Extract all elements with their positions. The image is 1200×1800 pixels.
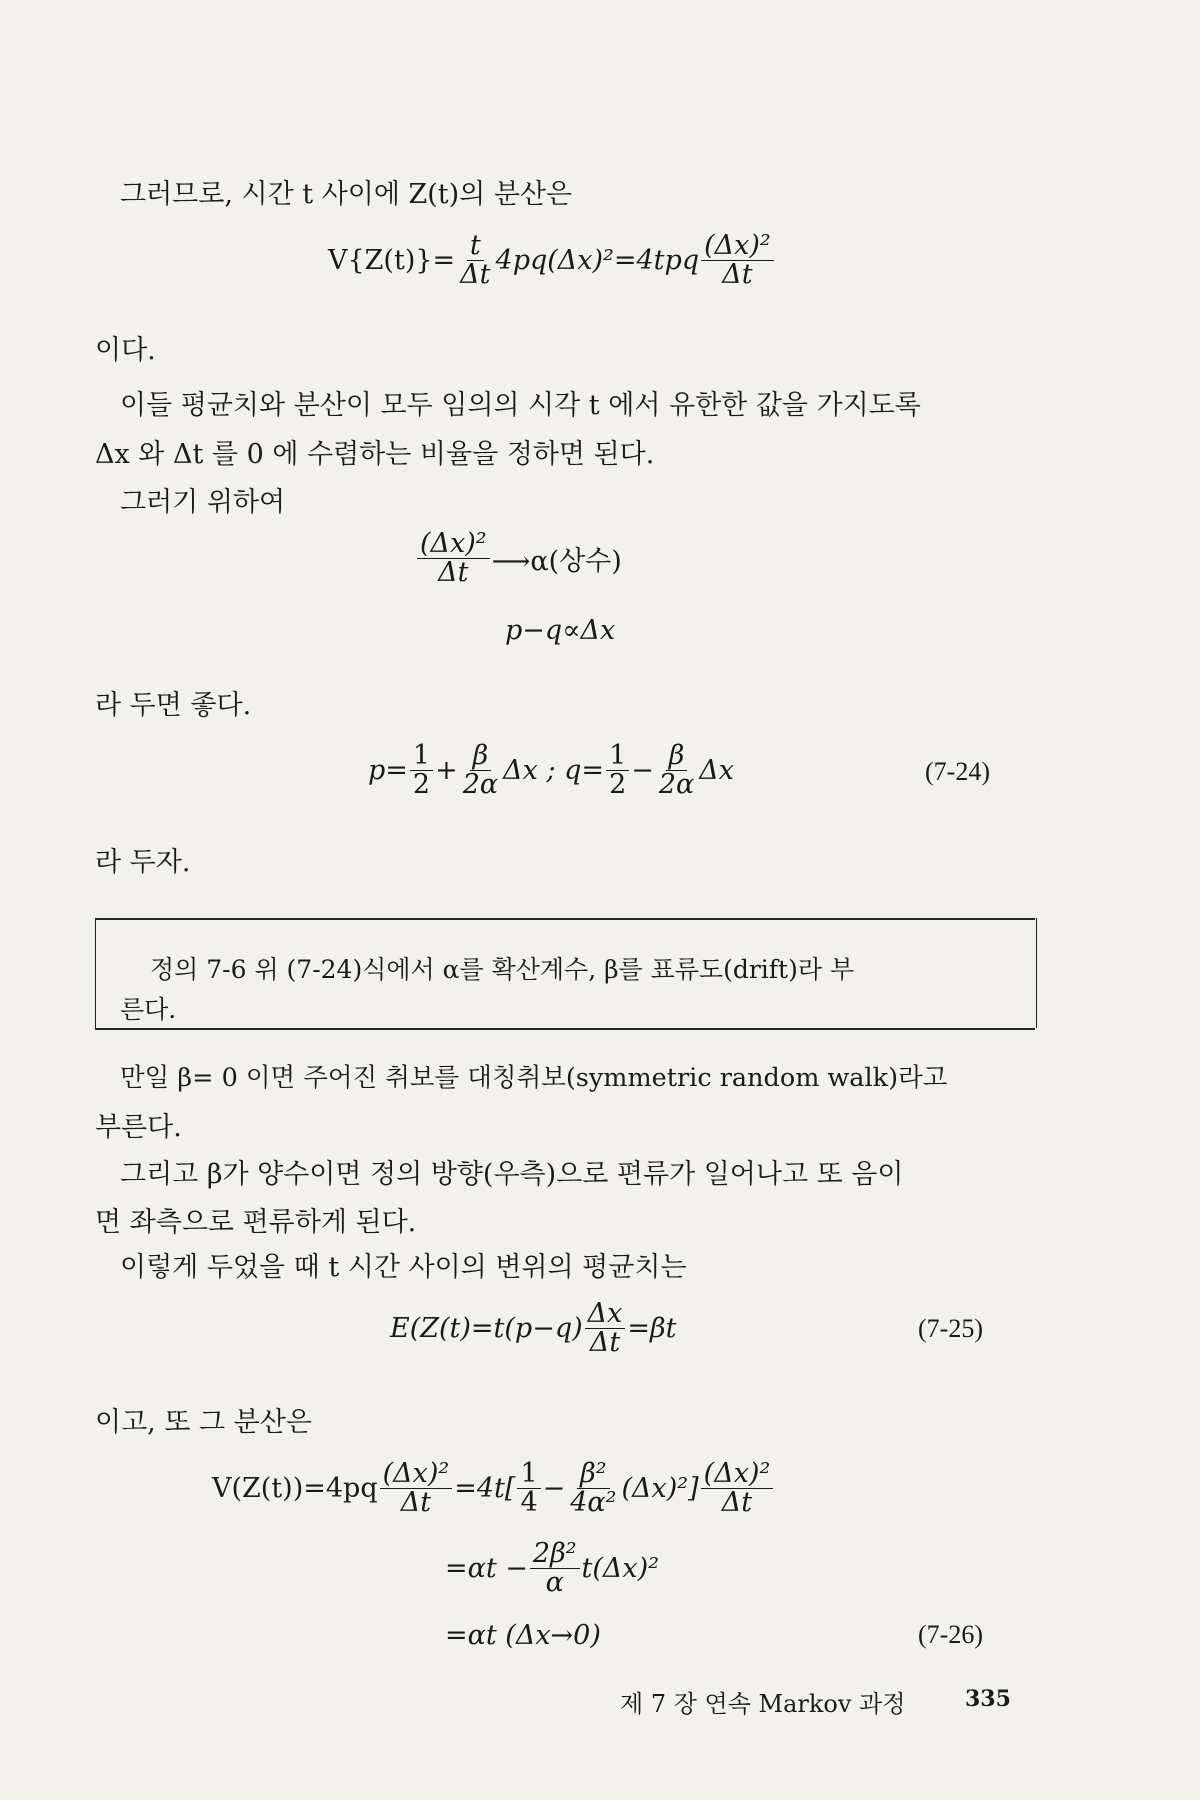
denominator: Δt: [722, 259, 753, 291]
footer-chapter: 제 7 장 연속 Markov 과정: [620, 1690, 906, 1718]
eq-part: 4pq(Δx)²=4tpq: [495, 245, 700, 277]
definition-line: 정의 7-6 위 (7-24)식에서 α를 확산계수, β를 표류도(drift)라 부: [150, 955, 855, 984]
numerator: (Δx)²: [701, 232, 774, 261]
equation-7-26-line2: [445, 1540, 659, 1598]
text-line: 이고, 또 그 분산은: [95, 1407, 312, 1438]
eq-part: Δx ; q=: [503, 755, 605, 787]
fraction: [410, 742, 433, 800]
text-line: 면 좌측으로 편류하게 된다.: [95, 1207, 417, 1238]
numerator: 1: [410, 742, 433, 771]
fraction: [457, 232, 493, 290]
fraction: [517, 1460, 540, 1518]
equation-7-25: [390, 1300, 676, 1358]
eq-part: (Δx)²]: [621, 1473, 699, 1505]
denominator: 2α: [658, 769, 695, 801]
fraction: [567, 1460, 619, 1518]
equation-proportion: p−q∝Δx: [505, 615, 616, 646]
text-line: 이다.: [95, 335, 156, 366]
denominator: 4: [520, 1487, 538, 1519]
equation-7-26-line3: =αt (Δx→0): [445, 1620, 601, 1651]
fraction: [606, 742, 629, 800]
equation-number: (7-24): [925, 757, 990, 786]
text-line: 이렇게 두었을 때 t 시간 사이의 변위의 평균치는: [120, 1252, 687, 1283]
fraction: [701, 1460, 774, 1518]
numerator: (Δx)²: [701, 1460, 774, 1489]
equation-7-26: [212, 1460, 775, 1518]
eq-part: V(Z(t))=4pq: [212, 1473, 378, 1505]
numerator: 1: [606, 742, 629, 771]
eq-part: =4t[: [454, 1473, 516, 1505]
fraction: [585, 1300, 626, 1358]
eq-part: E(Z(t)=t(p−q): [390, 1313, 583, 1345]
equation-limit: [415, 530, 622, 588]
eq-part: =βt: [627, 1313, 677, 1345]
text-line: 라 두자.: [95, 847, 191, 878]
text-line: Δx 와 Δt 를 0 에 수렴하는 비율을 정하면 된다.: [95, 439, 655, 470]
denominator: 2: [412, 769, 431, 801]
eq-part: +: [435, 755, 458, 787]
fraction: [417, 530, 490, 588]
numerator: β: [470, 742, 492, 771]
denominator: 2α: [462, 769, 499, 801]
denominator: 2: [609, 769, 627, 801]
text-line: 그리고 β가 양수이면 정의 방향(우측)으로 편류가 일어나고 또 음이: [120, 1159, 904, 1190]
page-number: 335: [965, 1686, 1011, 1712]
eq-part: V{Z(t)}=: [328, 245, 456, 277]
numerator: (Δx)²: [417, 530, 490, 559]
equation-variance: [328, 232, 776, 290]
text-line: 부른다.: [95, 1112, 182, 1143]
numerator: 1: [517, 1460, 540, 1489]
numerator: t: [467, 232, 484, 261]
eq-part: Δx: [699, 755, 735, 787]
denominator: Δt: [438, 557, 469, 589]
equation-number: (7-26): [918, 1620, 983, 1649]
denominator: Δt: [460, 259, 491, 291]
eq-part: −: [542, 1473, 566, 1505]
text-line: 만일 β= 0 이면 주어진 취보를 대칭취보(symmetric random walk)라고: [120, 1063, 948, 1093]
numerator: β: [666, 742, 688, 771]
definition-line: 른다.: [120, 995, 177, 1024]
eq-part: =αt −: [445, 1553, 528, 1585]
numerator: 2β²: [530, 1540, 580, 1569]
eq-part: p=: [368, 755, 408, 787]
numerator: Δx: [585, 1300, 626, 1329]
eq-part: t(Δx)²: [581, 1553, 660, 1585]
box-bottom-rule: [95, 1028, 1035, 1030]
equation-7-24: [368, 742, 734, 800]
text-line: 이들 평균치와 분산이 모두 임의의 시각 t 에서 유한한 값을 가지도록: [120, 390, 921, 421]
numerator: (Δx)²: [380, 1460, 453, 1489]
denominator: Δt: [589, 1327, 621, 1359]
eq-part: −: [631, 755, 654, 787]
text-line: 라 두면 좋다.: [95, 690, 252, 721]
fraction: [656, 742, 697, 800]
denominator: α: [545, 1567, 564, 1599]
numerator: β²: [577, 1460, 609, 1489]
denominator: 4α²: [570, 1487, 617, 1519]
text-line: 그러기 위하여: [120, 487, 286, 518]
fraction: [460, 742, 501, 800]
fraction: [530, 1540, 580, 1598]
eq-part: ⟶α(상수): [491, 546, 622, 578]
denominator: Δt: [400, 1487, 432, 1519]
fraction: [701, 232, 774, 290]
fraction: [380, 1460, 453, 1518]
text-line: 그러므로, 시간 t 사이에 Z(t)의 분산은: [120, 179, 573, 210]
equation-number: (7-25): [918, 1314, 983, 1343]
denominator: Δt: [721, 1487, 753, 1519]
